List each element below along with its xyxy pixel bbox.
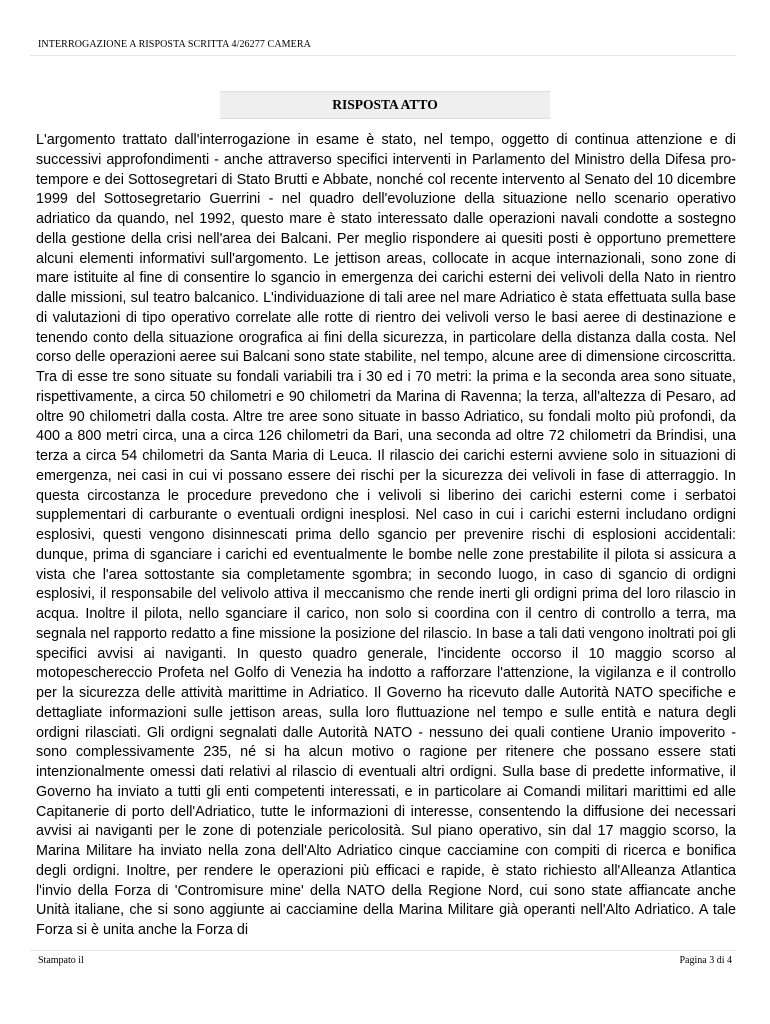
section-title: RISPOSTA ATTO (220, 91, 550, 119)
printed-date-label: Stampato il (38, 955, 84, 966)
body-paragraph: L'argomento trattato dall'interrogazione in esame è stato, nel tempo, oggetto di continua attenzione e di successivi approfondimenti - anche attraverso specifici interventi in Parlamento del Ministro della Difesa pro-tempore e dei Sottosegretari di Stato Brutti e Abbate, nonché col recente intervento al Senato del 10 dicembre 1999 del Sottosegretario Guerrini - nel quadro dell'evoluzione della situazione nello scenario operativo adriatico da quando, nel 1992, questo mare è stato interessato dalle operazioni navali condotte a sostegno della gestione della crisi nell'area dei Balcani. Per meglio rispondere ai quesiti posti è opportuno premettere alcuni elementi informativi sull'argomento. Le jettison areas, collocate in acque internazionali, sono zone di mare istituite al fine di consentire lo sgancio in emergenza dei carichi esterni dei velivoli della Nato in rientro dalle missioni, sul teatro balcanico. L'individuazione di tali aree nel mare Adriatico è stata effettuata sulla base di valutazioni di tipo operativo correlate alle rotte di rientro dei velivoli verso le basi aeree di destinazione e tenendo conto della situazione orografica ai fini della sicurezza, in particolare della distanza dalla costa. Nel corso delle operazioni aeree sui Balcani sono state stabilite, nel tempo, alcune aree di dimensione circoscritta. Tra di esse tre sono situate su fondali variabili tra i 30 ed i 70 metri: la prima e la seconda area sono situate, rispettivamente, a circa 50 chilometri e 90 chilometri da Marina di Ravenna; la terza, all'altezza di Pesaro, ad oltre 90 chilometri dalla costa. Altre tre aree sono situate in basso Adriatico, su fondali molto più profondi, da 400 a 800 metri circa, una a circa 126 chilometri da Bari, una seconda ad oltre 72 chilometri da Brindisi, una terza a circa 54 chilometri da Santa Maria di Leuca. Il rilascio dei carichi esterni avviene solo in situazioni di emergenza, nei casi in cui vi possano essere dei rischi per la sicurezza dei velivoli in fase di atterraggio. In questa circostanza le procedure prevedono che i velivoli si liberino dei carichi esterni come i serbatoi supplementari di carburante o eventuali ordigni inesplosi. Nel caso in cui i carichi esterni includano ordigni esplosivi, questi vengono disinnescati prima dello sgancio per prevenire rischi di esplosioni accidentali: dunque, prima di sganciare i carichi ed eventualmente le bombe nelle zone prestabilite il pilota si assicura a vista che l'area sottostante sia completamente sgombra; in secondo luogo, in caso di sgancio di ordigni esplosivi, il responsabile del velivolo attiva il meccanismo che rende inerti gli ordigni prima del loro rilascio in acqua. Inoltre il pilota, nello sganciare il carico, non solo si coordina con il centro di controllo a terra, ma segnala nel rapporto redatto a fine missione la posizione del rilascio. In base a tali dati vengono inoltrati poi gli specifici avvisi ai naviganti. In questo quadro generale, l'incidente occorso il 10 maggio scorso al motopeschereccio Profeta nel Golfo di Venezia ha indotto a rafforzare l'attenzione, la vigilanza e il controllo per la sicurezza delle attività marittime in Adriatico. Il Governo ha ricevuto dalle Autorità NATO specifiche e dettagliate informazioni sulle jettison areas, sulla loro fluttuazione nel tempo e sulle entità e natura degli ordigni rilasciati. Gli ordigni segnalati dalle Autorità NATO - nessuno dei quali contiene Uranio impoverito - sono complessivamente 235, né si ha alcun motivo o ragione per ritenere che possano essere stati intenzionalmente omessi dati relativi al rilascio di eventuali altri ordigni. Sulla base di predette informative, il Governo ha inviato a tutti gli enti competenti interessati, e in particolare ai Comandi militari marittimi ed alle Capitanerie di porto dell'Adriatico, tutte le informazioni di interesse, consentendo la diffusione dei necessari avvisi ai naviganti per le zone di potenziale pericolosità. Sul piano operativo, sin dal 17 maggio scorso, la Marina Militare ha inviato nella zona dell'Alto Adriatico cinque cacciamine con compiti di ricerca e bonifica degli ordigni. Inoltre, per rendere le operazioni più efficaci e rapide, è stato richiesto all'Alleanza Atlantica l'invio della Forza di 'Contromisure mine' della NATO della Regione Nord, cui sono state affiancate anche Unità italiane, che si sono aggiunte ai cacciamine della Marina Militare già operanti nell'Alto Adriatico. A tale Forza si è unita anche la Forza di (36, 132, 736, 938)
document-header: INTERROGAZIONE A RISPOSTA SCRITTA 4/26277 CAMERA (38, 39, 311, 50)
page-number: Pagina 3 di 4 (679, 955, 732, 966)
footer-divider (30, 950, 736, 951)
header-divider (30, 55, 736, 56)
